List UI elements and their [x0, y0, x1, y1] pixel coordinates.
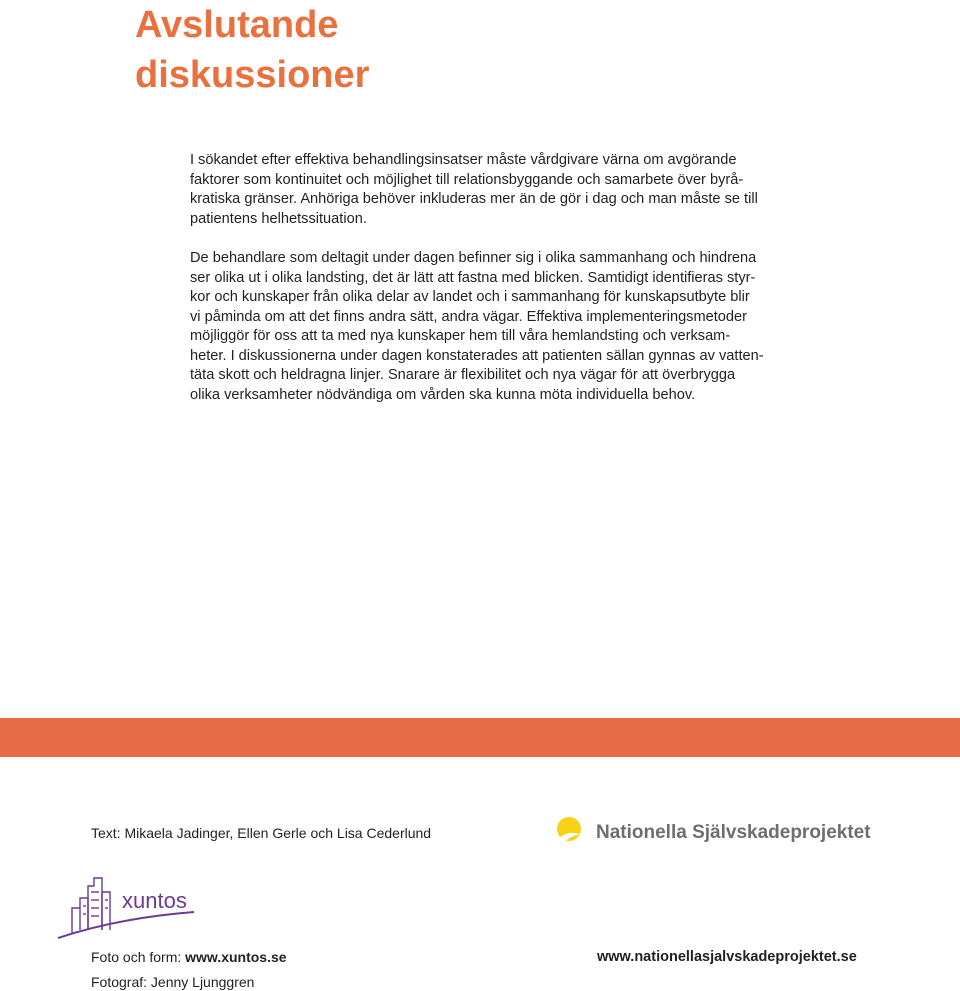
- paragraph-line: vi påminda om att det finns andra sätt, andra vägar. Effektiva implementeringsmetoder: [190, 308, 748, 325]
- xuntos-url: www.xuntos.se: [185, 949, 287, 965]
- sun-icon: [556, 816, 586, 846]
- paragraph-line: kor och kunskaper från olika delar av landet och i sammanhang för kunskapsutbyte blir: [190, 289, 750, 305]
- photo-credit-label: Foto och form:: [91, 949, 186, 965]
- paragraph-line: täta skott och heldragna linjer. Snarare är flexibilitet och nya vägar för att överbrygga: [190, 367, 736, 383]
- xuntos-logo: [58, 874, 198, 940]
- discussion-paragraph: [190, 249, 790, 405]
- nsp-logo-name: Nationella Självskadeprojektet: [596, 822, 871, 843]
- paragraph-line: I sökandet efter effektiva behandlingsinsatser måste vårdgivare värna om avgörande: [190, 152, 737, 168]
- photographer-credit: Fotograf: Jenny Ljunggren: [91, 974, 255, 990]
- xuntos-logo-text: xuntos: [122, 888, 187, 913]
- footer-band: [0, 718, 960, 757]
- nsp-url: www.nationellasjalvskadeprojektet.se: [597, 949, 857, 965]
- paragraph-line: möjliggör för oss att ta med nya kunskaper hem till våra hemlandsting och verksam-: [190, 328, 731, 344]
- title-line-2: diskussioner: [135, 54, 370, 96]
- paragraph-line: patientens helhetssituation.: [190, 210, 367, 227]
- paragraph-line: heter. I diskussionerna under dagen konstaterades att patienten sällan gynnas av vatten-: [190, 347, 764, 364]
- paragraph-line: kratiska gränser. Anhöriga behöver inkluderas mer än de gör i dag och man måste se till: [190, 191, 758, 207]
- paragraph-line: De behandlare som deltagit under dagen befinner sig i olika sammanhang och hindrena: [190, 250, 757, 266]
- photo-credit: [91, 948, 287, 966]
- paragraph-line: faktorer som kontinuitet och möjlighet till relationsbyggande och samarbete över byrå-: [190, 171, 744, 188]
- paragraph-line: ser olika ut i olika landsting, det är lätt att fastna med blicken. Samtidigt identifieras styr-: [190, 269, 756, 286]
- text-credit: Text: Mikaela Jadinger, Ellen Gerle och Lisa Cederlund: [91, 825, 432, 841]
- intro-paragraph: [190, 151, 790, 229]
- title-line-1: Avslutande: [135, 4, 339, 46]
- paragraph-line: olika verksamheter nödvändiga om vården ska kunna möta individuella behov.: [190, 386, 696, 403]
- page-title: [135, 0, 369, 100]
